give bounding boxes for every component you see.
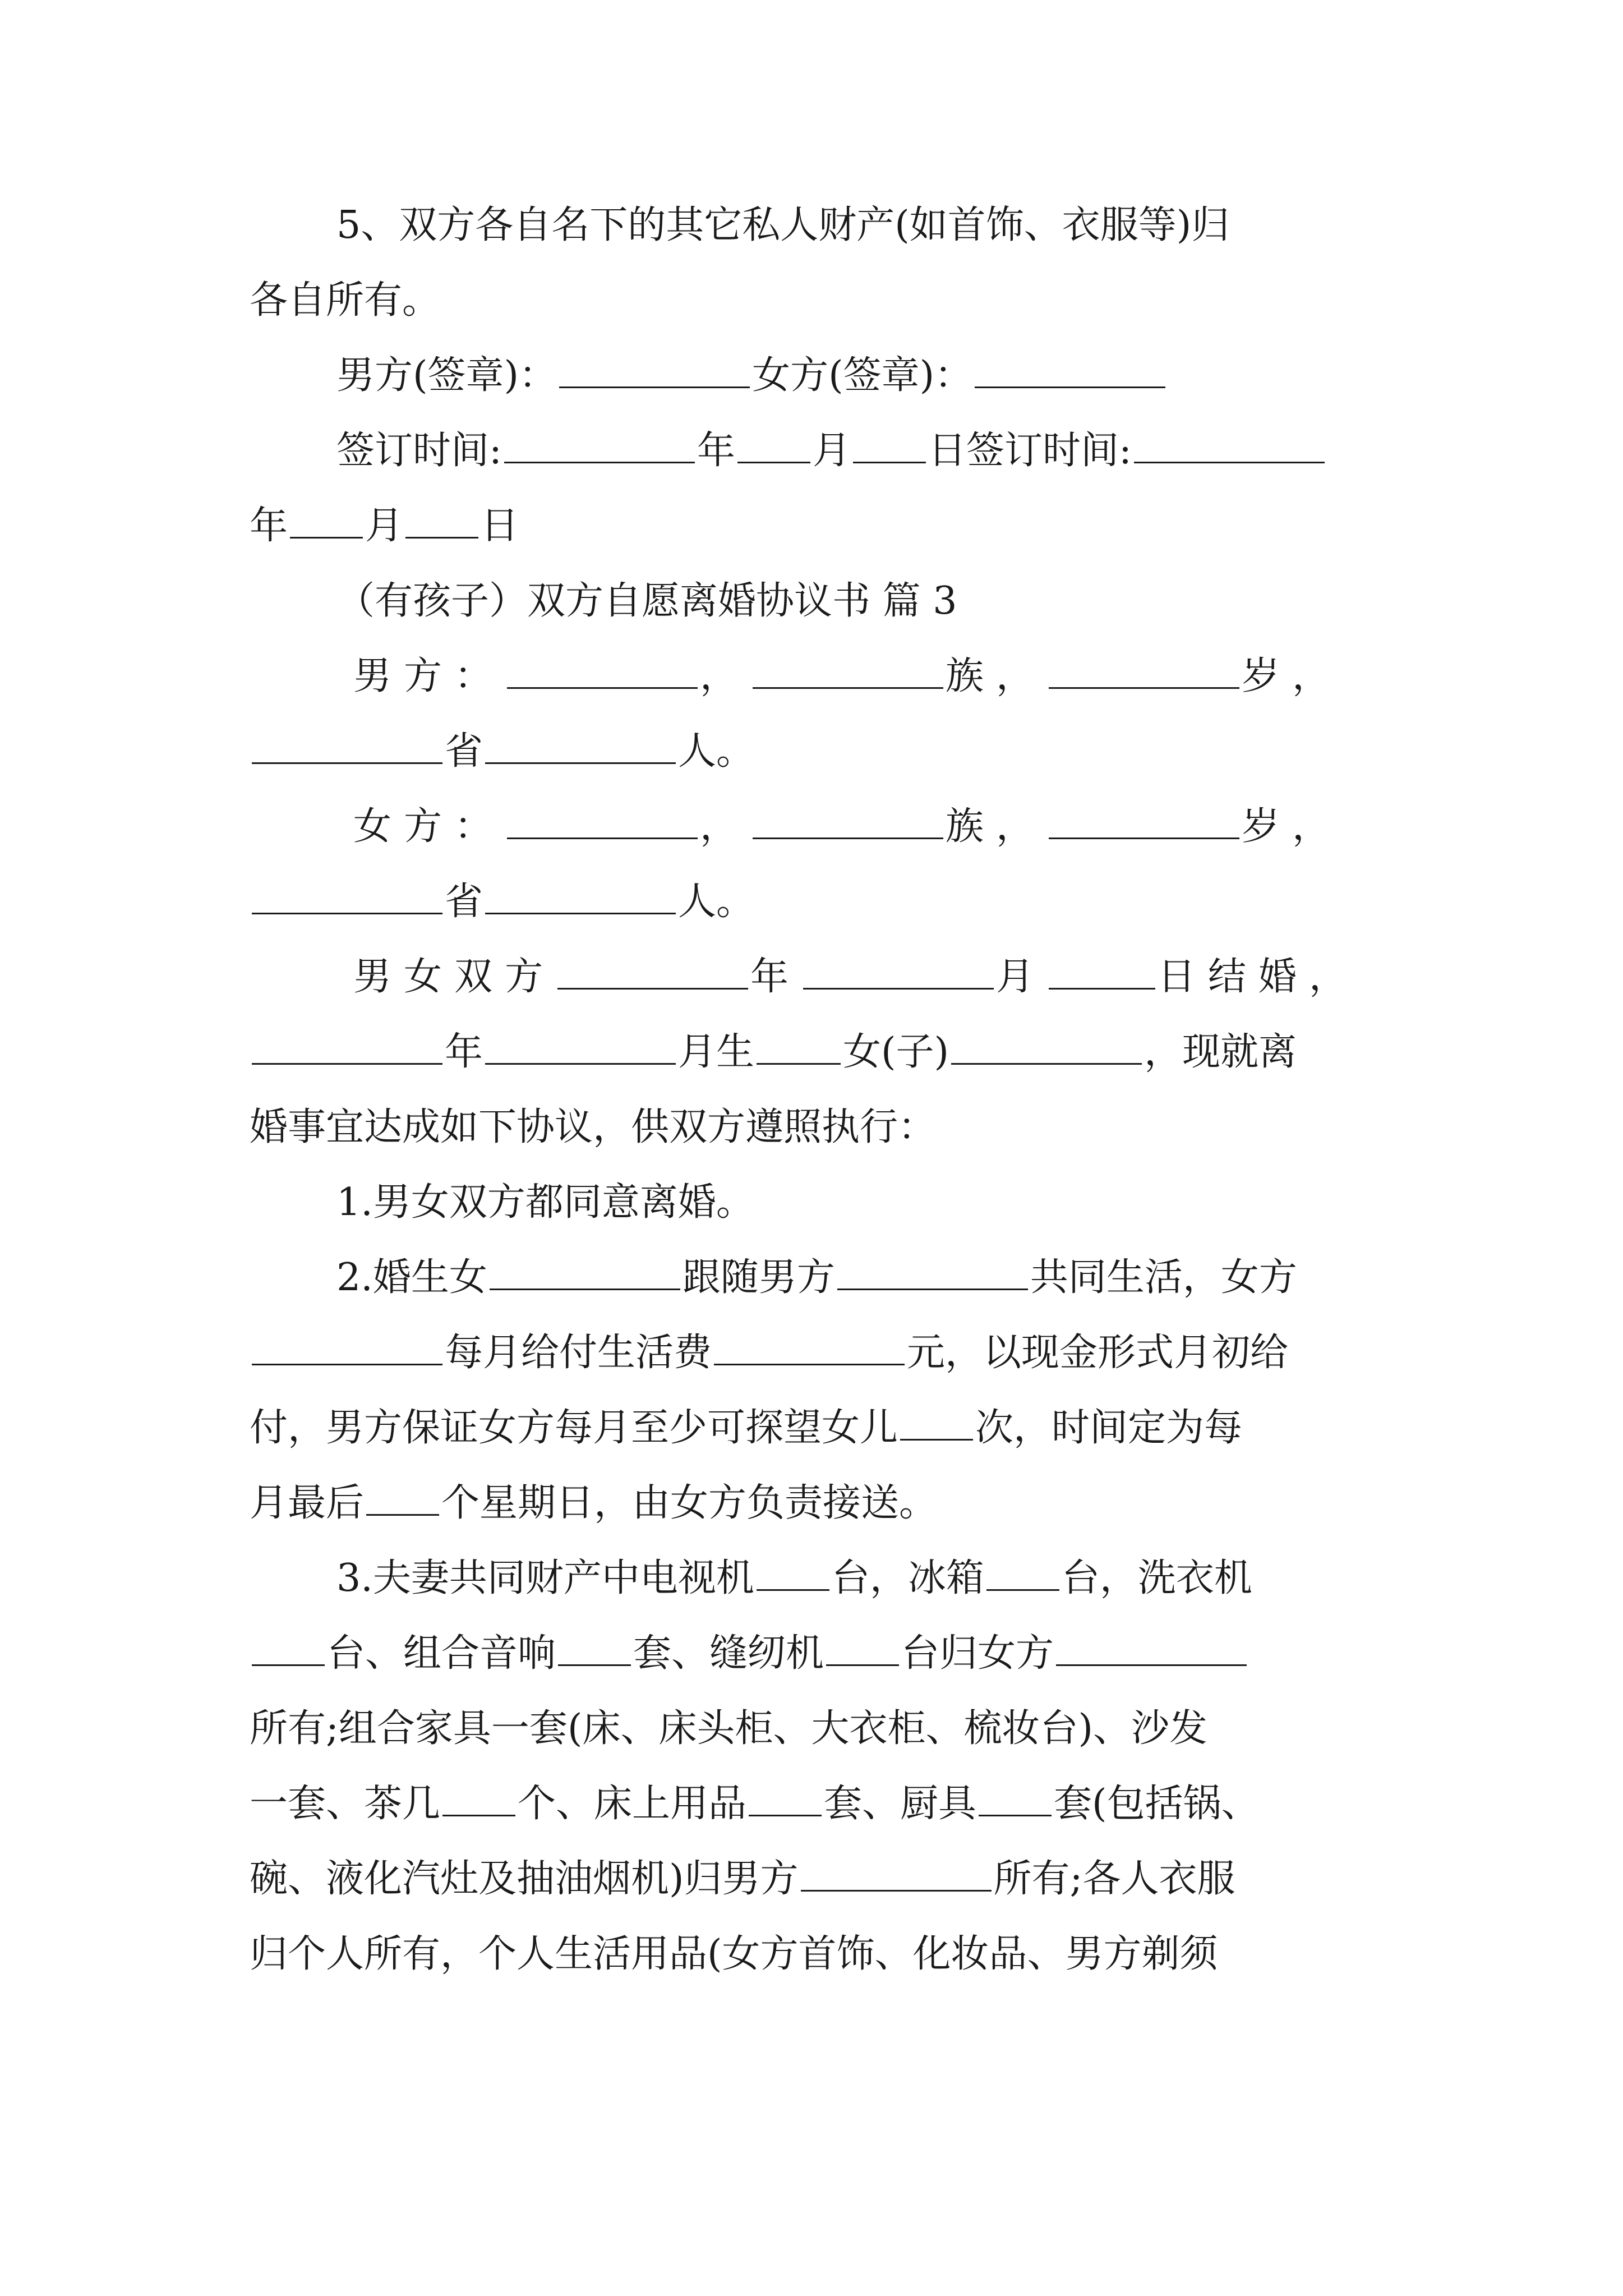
text: 台、组合音响 [327,1631,556,1676]
clause-3-line-4 [250,1776,1388,1832]
female-signature-blank [975,352,1165,388]
child-count-blank [757,1028,841,1065]
text: 5、双方各自名下的其它私人财产(如首饰、衣服等)归 [336,203,1230,247]
text: 台归女方 [901,1631,1054,1676]
year-label: 年 [250,504,288,548]
bedding-count-blank [749,1780,822,1816]
tv-count-blank [757,1554,829,1591]
male-label: 男方： [353,654,505,698]
divorce-intro: ，现就离 [1144,1030,1297,1074]
clause-5-line-1 [336,197,1388,254]
clause-2-line-4 [250,1475,1388,1531]
place-blank [485,728,676,764]
child-name-blank [951,1028,1142,1065]
clause-1 [336,1175,1388,1231]
father-name-blank [837,1254,1028,1290]
year-blank [504,427,695,463]
text: 月最后 [250,1481,365,1525]
married-label: 日结婚， [1158,955,1360,999]
ethnicity-blank [753,652,943,689]
agreement-intro-line [250,1099,1388,1156]
text: 1.男女双方都同意离婚。 [336,1180,754,1225]
male-signature-blank [559,352,750,388]
month-blank [290,502,363,539]
signing-time-label: 签订时间: [336,429,502,473]
visit-count-blank [900,1404,973,1441]
stereo-count-blank [558,1630,631,1666]
day-label: 日 [481,504,519,548]
text: 3.夫妻共同财产中电视机 [336,1556,754,1600]
age-label: 岁， [1242,654,1343,698]
child-birth-line [250,1024,1388,1080]
month-label: 月 [365,504,404,548]
age-label: 岁， [1242,804,1343,849]
text: 共同生活，女方 [1030,1255,1297,1300]
text: 元，以现金形式月初给 [907,1331,1289,1375]
comma: ， [700,804,751,849]
section-heading [336,573,1388,629]
text: 个星期日，由女方负责接送。 [441,1481,938,1525]
clause-3-line-3 [250,1701,1388,1757]
month-blank [737,427,810,463]
clause-3-line-1 [336,1550,1388,1607]
signing-date-line-2 [250,498,1388,554]
text: 套(包括锅、 [1054,1782,1260,1826]
child-label: 女(子) [843,1030,949,1074]
marriage-month-blank [803,953,994,990]
year-label: 年 [697,429,735,473]
text: 各自所有。 [250,278,441,323]
male-name-blank [507,652,698,689]
age-blank [1049,652,1239,689]
kitchenware-count-blank [979,1780,1052,1816]
text: 每月给付生活费 [445,1331,712,1375]
clause-2-line-2 [250,1325,1388,1381]
marriage-day-blank [1049,953,1155,990]
clause-5-line-2 [250,273,1388,329]
male-origin-line [250,724,1388,780]
text: 婚事宜达成如下协议，供双方遵照执行： [250,1105,937,1149]
both-parties-label: 男女双方 [353,955,556,999]
heading-text: （有孩子）双方自愿离婚协议书 篇 3 [336,579,957,623]
signing-date-line [336,423,1388,479]
fridge-count-blank [986,1554,1059,1591]
text: 跟随男方 [682,1255,835,1300]
text: 付，男方保证女方每月至少可探望女儿 [250,1406,898,1450]
month-label: 月 [812,429,851,473]
female-origin-line [250,874,1388,930]
male-signature-label: 男方(签章)： [336,353,557,398]
female-signature-label: 女方(签章)： [752,353,973,398]
day-signing-label: 日签订时间: [928,429,1132,473]
person-label: 人。 [678,729,755,774]
text: 台，冰箱 [831,1556,984,1600]
sunday-count-blank [366,1479,439,1516]
male-party-line [353,648,1405,705]
text: 台，洗衣机 [1061,1556,1252,1600]
comma: ， [700,654,751,698]
clause-3-line-2 [250,1626,1388,1682]
amount-blank [714,1329,905,1365]
marriage-year-blank [557,953,748,990]
text: 所有;组合家具一套(床、床头柜、大衣柜、梳妆台)、沙发 [250,1706,1207,1751]
text: 一套、茶几 [250,1782,441,1826]
province-blank [252,878,442,914]
female-name-blank [507,803,698,839]
text: 归个人所有，个人生活用品(女方首饰、化妆品、男方剃须 [250,1932,1218,1976]
month-label: 月 [996,955,1047,999]
province-label: 省 [445,880,483,924]
text: 所有;各人衣服 [993,1857,1235,1901]
second-year-blank [1134,427,1325,463]
wife-name-blank [1056,1630,1247,1666]
mother-name-blank [252,1329,442,1365]
text: 次，时间定为每 [975,1406,1243,1450]
year-label: 年 [750,955,801,999]
husband-name-blank [801,1855,992,1892]
year-label: 年 [445,1030,483,1074]
signature-line [336,348,1388,404]
text: 套、缝纫机 [633,1631,824,1676]
clause-3-line-5 [250,1851,1388,1907]
tea-table-count-blank [442,1780,515,1816]
ethnicity-label: 族， [946,654,1047,698]
clause-2-line-3 [250,1400,1388,1456]
month-born-label: 月生 [678,1030,755,1074]
female-party-line [353,799,1405,855]
text: 套、厨具 [824,1782,977,1826]
person-label: 人。 [678,880,755,924]
clause-2-line-1 [336,1250,1388,1306]
province-label: 省 [445,729,483,774]
ethnicity-blank [753,803,943,839]
sewing-machine-count-blank [826,1630,899,1666]
day-blank [853,427,926,463]
birth-year-blank [252,1028,442,1065]
text: 个、床上用品 [518,1782,747,1826]
day-blank [405,502,478,539]
text: 2.婚生女 [336,1255,487,1300]
ethnicity-label: 族， [946,804,1047,849]
province-blank [252,728,442,764]
clause-3-line-6 [250,1926,1388,1982]
age-blank [1049,803,1239,839]
daughter-name-blank [490,1254,680,1290]
text: 碗、液化汽灶及抽油烟机)归男方 [250,1857,799,1901]
place-blank [485,878,676,914]
marriage-date-line [353,949,1405,1005]
female-label: 女方： [353,804,505,849]
washer-count-blank [252,1630,325,1666]
birth-month-blank [485,1028,676,1065]
